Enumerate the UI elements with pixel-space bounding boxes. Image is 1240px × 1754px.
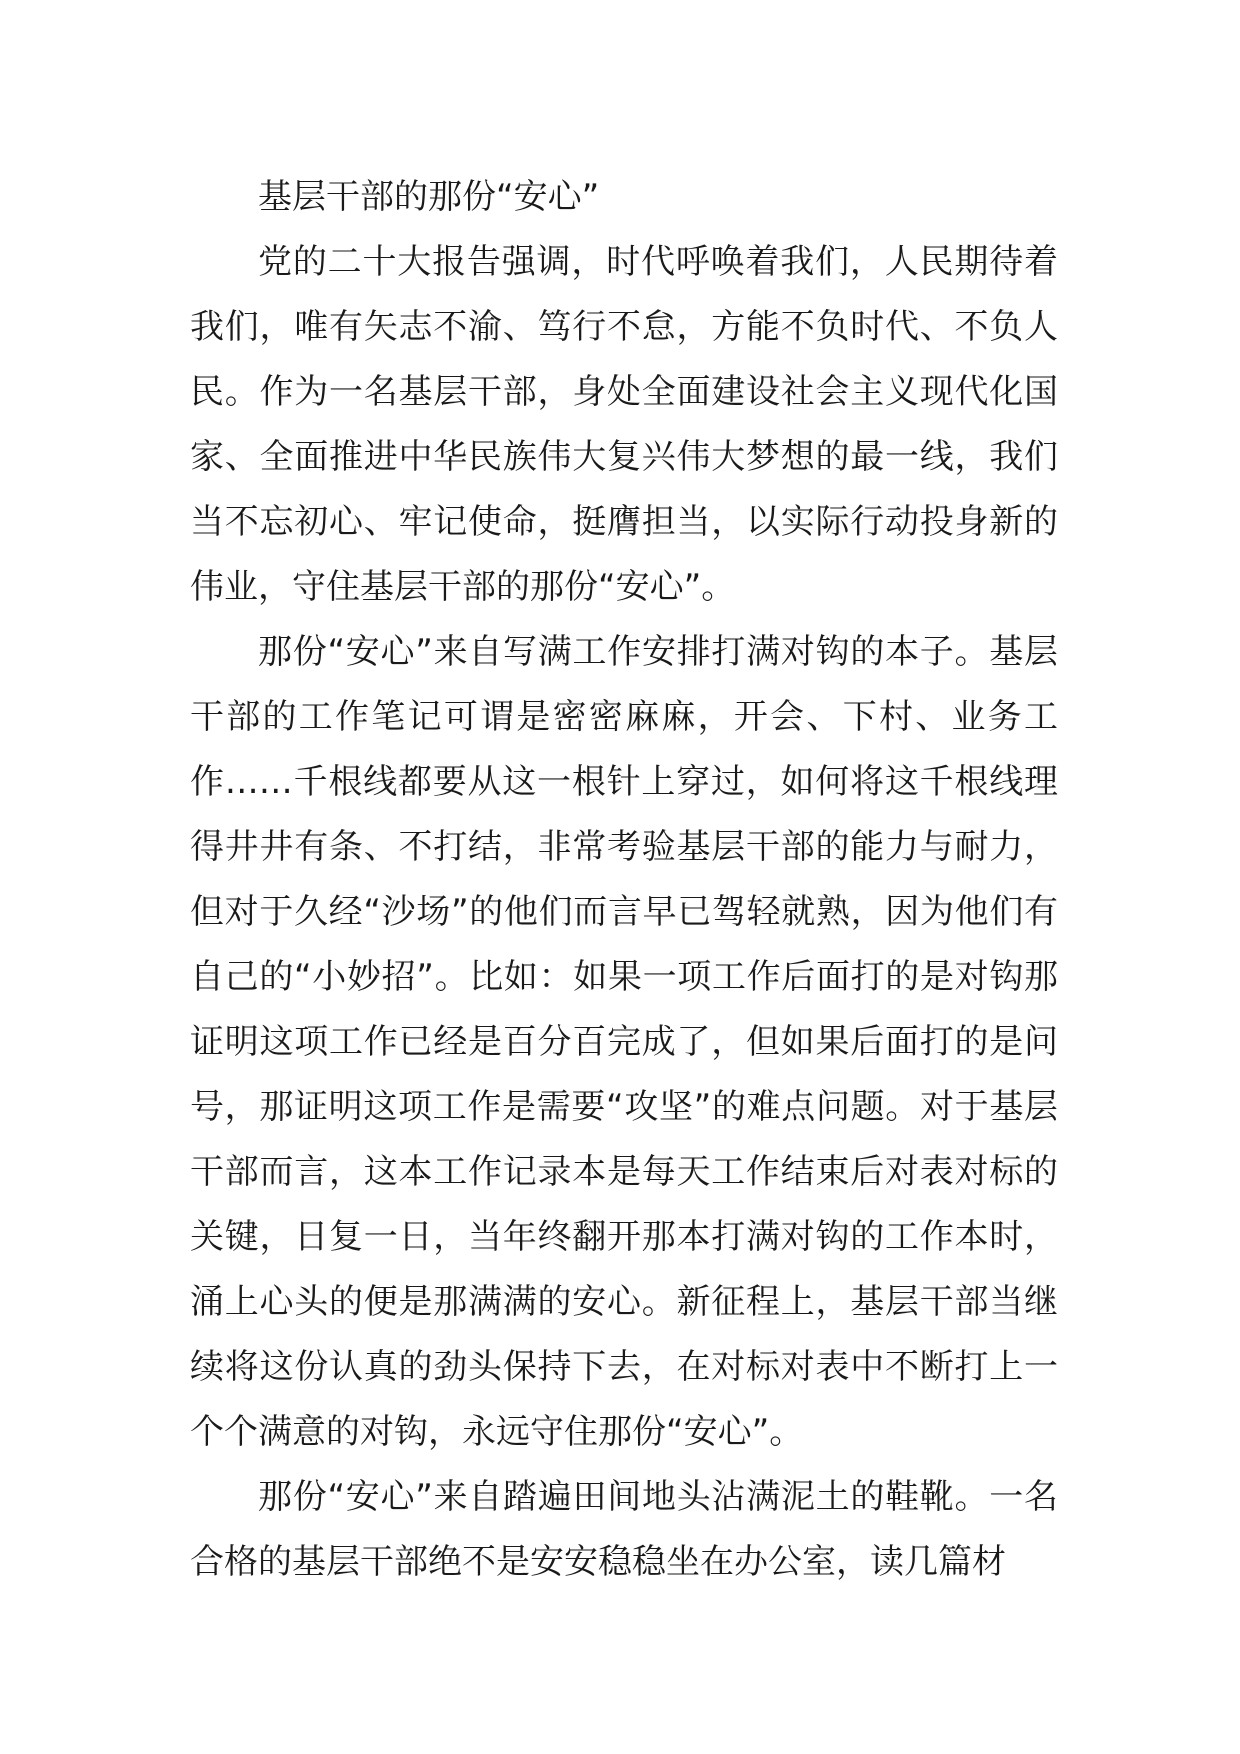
document-title: 基层干部的那份“安心” [258, 177, 600, 217]
paragraph-boots: 那份“安心”来自踏遍田间地头沾满泥土的鞋靴。一名合格的基层干部绝不是安安稳稳坐在办公室，读几篇材 [190, 1477, 1058, 1582]
paragraph-intro: 党的二十大报告强调，时代呼唤着我们，人民期待着我们，唯有矢志不渝、笃行不怠，方能不负时代、不负人民。作为一名基层干部，身处全面建设社会主义现代化国家、全面推进中华民族伟大复兴伟大梦想的最一线，我们当不忘初心、牢记使命，挺膺担当，以实际行动投身新的伟业，守住基层干部的那份“安心”。 [190, 242, 1058, 607]
paragraph-notebook: 那份“安心”来自写满工作安排打满对钩的本子。基层干部的工作笔记可谓是密密麻麻，开会、下村、业务工作……千根线都要从这一根针上穿过，如何将这千根线理得井井有条、不打结，非常考验基层干部的能力与耐力，但对于久经“沙场”的他们而言早已驾轻就熟，因为他们有自己的“小妙招”。比如：如果一项工作后面打的是对钩那证明这项工作已经是百分百完成了，但如果后面打的是问号，那证明这项工作是需要“攻坚”的难点问题。对于基层干部而言，这本工作记录本是每天工作结束后对表对标的关键，日复一日，当年终翻开那本打满对钩的工作本时，涌上心头的便是那满满的安心。新征程上，基层干部当继续将这份认真的劲头保持下去，在对标对表中不断打上一个个满意的对钩，永远守住那份“安心”。 [190, 632, 1058, 1452]
document-body [190, 165, 1058, 1595]
